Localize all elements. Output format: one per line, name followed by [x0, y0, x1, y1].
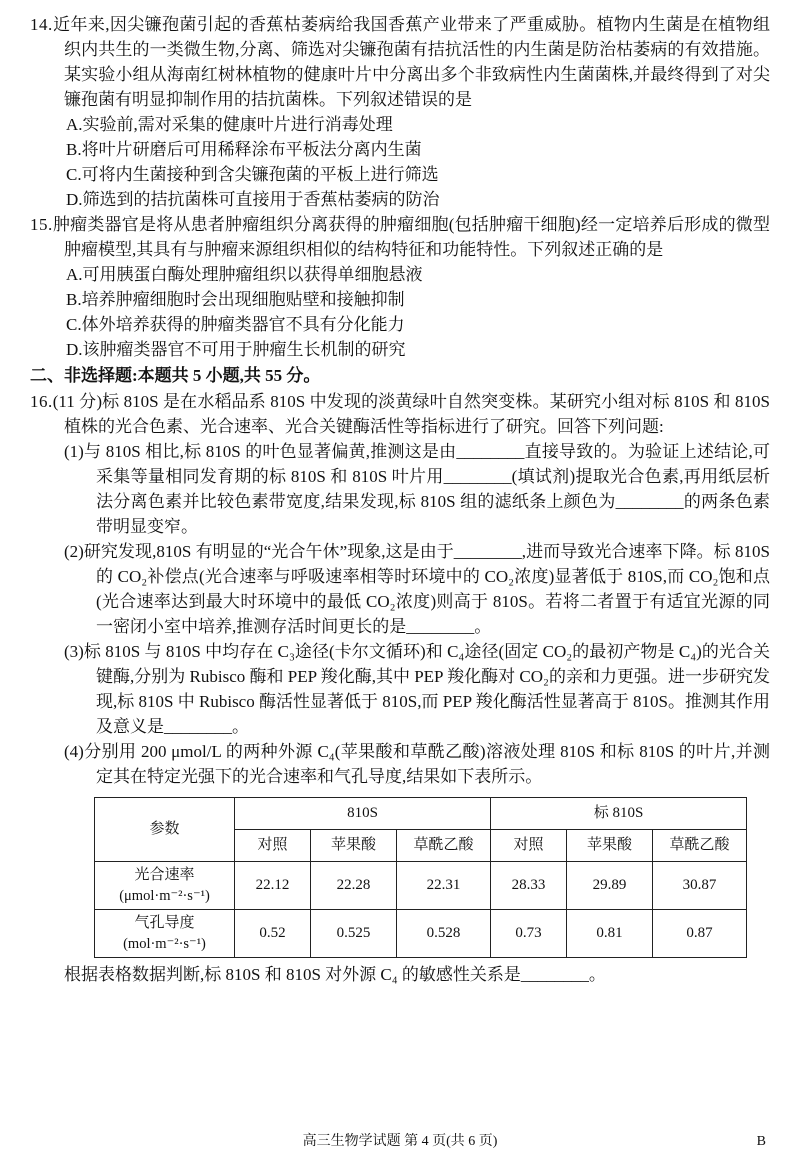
table-header-group-mutant-810s: 标 810S [491, 798, 747, 830]
table-subheader-oxaloacetate-1: 草酰乙酸 [397, 830, 491, 862]
question-16-conclusion: 根据表格数据判断,标 810S 和 810S 对外源 C₄ 的敏感性关系是________。 [64, 965, 606, 984]
table-subheader-control-1: 对照 [235, 830, 311, 862]
question-15-number: 15. [30, 215, 53, 234]
table-cell: 0.73 [491, 910, 567, 958]
table-cell: 29.89 [567, 862, 653, 910]
table-row-photosynthetic-rate [95, 862, 747, 910]
table-row-stomatal-conductance [95, 910, 747, 958]
table-cell: 22.12 [235, 862, 311, 910]
table-subheader-malate-2: 苹果酸 [567, 830, 653, 862]
photosynthesis-results-table [94, 797, 747, 958]
question-16 [30, 389, 770, 987]
question-15-text: 肿瘤类器官是将从患者肿瘤组织分离获得的肿瘤细胞(包括肿瘤干细胞)经一定培养后形成的微型肿瘤模型,其具有与肿瘤来源组织相似的结构特征和功能特性。下列叙述正确的是 [52, 215, 770, 259]
table-header-row-groups [95, 798, 747, 830]
question-14-option-d: D.筛选到的拮抗菌株可直接用于香蕉枯萎病的防治 [66, 190, 440, 209]
table-cell: 22.28 [311, 862, 397, 910]
question-16-part-1: (1)与 810S 相比,标 810S 的叶色显著偏黄,推测这是由________直接导致的。为验证上述结论,可采集等量相同发育期的标 810S 和 810S 叶片用________(填试剂)提取光合色素,再用纸层析法分离色素并比较色素带宽度,结果发现,标 810S 组的滤纸条上颜色为________的两条色素带明显变窄。 [64, 442, 770, 536]
table-cell: 30.87 [653, 862, 747, 910]
section-2-heading: 二、非选择题:本题共 5 小题,共 55 分。 [30, 366, 321, 385]
question-16-part-2: (2)研究发现,810S 有明显的“光合午休”现象,这是由于________,进而导致光合速率下降。标 810S 的 CO₂补偿点(光合速率与呼吸速率相等时环境中的 CO₂浓度)显著低于 810S,而 CO₂饱和点(光合速率达到最大时环境中的最低 CO₂浓度)则高于 810S。若将二者置于有适宜光源的同一密闭小室中培养,推测存活时间更长的是________。 [64, 542, 770, 636]
table-cell: 0.528 [397, 910, 491, 958]
question-16-stem [30, 389, 770, 439]
table-cell: 0.81 [567, 910, 653, 958]
question-15-option-b: B.培养肿瘤细胞时会出现细胞贴壁和接触抑制 [66, 290, 405, 309]
row-label-text: 气孔导度 [134, 915, 195, 931]
table-subheader-malate-1: 苹果酸 [311, 830, 397, 862]
table-header-param: 参数 [95, 798, 235, 862]
question-15-option-d: D.该肿瘤类器官不可用于肿瘤生长机制的研究 [66, 340, 406, 359]
question-14-number: 14. [30, 15, 53, 34]
question-15-option-a: A.可用胰蛋白酶处理肿瘤组织以获得单细胞悬液 [66, 265, 423, 284]
table-cell: 22.31 [397, 862, 491, 910]
table-subheader-control-2: 对照 [491, 830, 567, 862]
page-footer: 高三生物学试题 第 4 页(共 6 页) [302, 1134, 498, 1149]
question-15 [30, 212, 770, 362]
page-footer-version: B [756, 1134, 766, 1149]
row-label-unit: (mol·m⁻²·s⁻¹) [123, 936, 206, 952]
row-label-text: 光合速率 [134, 867, 195, 883]
table-cell: 0.525 [311, 910, 397, 958]
table-cell: 0.87 [653, 910, 747, 958]
question-14-stem [30, 12, 770, 112]
row-label-photosynthetic-rate [95, 862, 235, 910]
question-15-stem [30, 212, 770, 262]
table-cell: 28.33 [491, 862, 567, 910]
question-14 [30, 12, 770, 212]
question-14-text: 近年来,因尖镰孢菌引起的香蕉枯萎病给我国香蕉产业带来了严重威胁。植物内生菌是在植物组织内共生的一类微生物,分离、筛选对尖镰孢菌有拮抗活性的内生菌是防治枯萎病的有效措施。某实验小组从海南红树林植物的健康叶片中分离出多个非致病性内生菌菌株,并最终得到了对尖镰孢菌有明显抑制作用的拮抗菌株。下列叙述错误的是 [52, 15, 770, 109]
question-16-part-4: (4)分别用 200 μmol/L 的两种外源 C₄(苹果酸和草酰乙酸)溶液处理 810S 和标 810S 的叶片,并测定其在特定光强下的光合速率和气孔导度,结果如下表所示。 [64, 742, 770, 786]
question-16-part-3: (3)标 810S 与 810S 中均存在 C₃途径(卡尔文循环)和 C₄途径(固定 CO₂的最初产物是 C₄)的光合关键酶,分别为 Rubisco 酶和 PEP 羧化酶,其中 PEP 羧化酶对 CO₂的亲和力更强。进一步研究发现,标 810S 中 Rubisco 酶活性显著低于 810S,而 PEP 羧化酶活性显著高于 810S。推测其作用及意义是________。 [64, 642, 770, 736]
question-14-option-b: B.将叶片研磨后可用稀释涂布平板法分离内生菌 [66, 140, 422, 159]
row-label-unit: (μmol·m⁻²·s⁻¹) [119, 888, 210, 904]
question-16-number: 16. [30, 392, 53, 411]
question-14-option-a: A.实验前,需对采集的健康叶片进行消毒处理 [66, 115, 393, 134]
table-subheader-oxaloacetate-2: 草酰乙酸 [653, 830, 747, 862]
table-cell: 0.52 [235, 910, 311, 958]
question-14-option-c: C.可将内生菌接种到含尖镰孢菌的平板上进行筛选 [66, 165, 439, 184]
question-16-text: (11 分)标 810S 是在水稻品系 810S 中发现的淡黄绿叶自然突变株。某研究小组对标 810S 和 810S 植株的光合色素、光合速率、光合关键酶活性等指标进行了研究。回答下列问题: [52, 392, 770, 436]
table-header-group-810s: 810S [235, 798, 491, 830]
row-label-stomatal-conductance [95, 910, 235, 958]
question-15-option-c: C.体外培养获得的肿瘤类器官不具有分化能力 [66, 315, 405, 334]
